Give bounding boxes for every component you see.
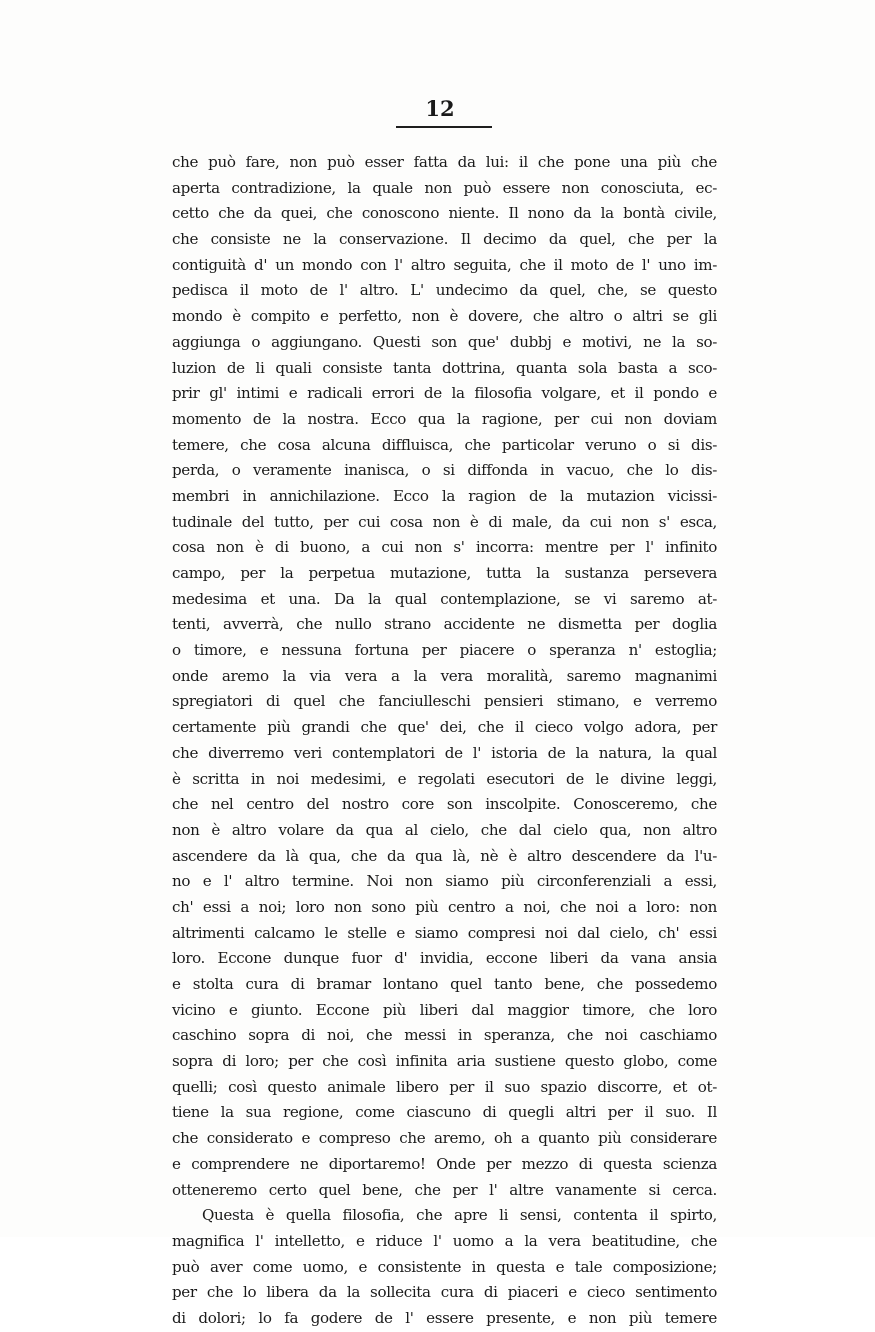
header-rule xyxy=(396,126,492,128)
text-line: temere, che cosa alcuna diffluisca, che particolar veruno o si dis- xyxy=(172,435,717,454)
text-line: che considerato e compreso che aremo, oh a quanto più considerare xyxy=(172,1129,717,1148)
text-line: ascendere da là qua, che da qua là, nè è altro descendere da l'u- xyxy=(172,846,717,865)
text-line: e comprendere ne diportaremo! Onde per mezzo di questa scienza xyxy=(172,1154,717,1173)
text-line: no e l' altro termine. Noi non siamo più circonferenziali a essi, xyxy=(172,872,717,891)
text-line: membri in annichilazione. Ecco la ragion de la mutazion vicissi- xyxy=(172,486,717,505)
text-line: contiguità d' un mondo con l' altro seguita, che il moto de l' uno im- xyxy=(172,255,717,274)
text-line: che può fare, non può esser fatta da lui: il che pone una più che xyxy=(172,153,717,171)
text-line: vicino e giunto. Eccone più liberi dal maggior timore, che loro xyxy=(172,1000,717,1019)
text-line: o timore, e nessuna fortuna per piacere o speranza n' estoglia; xyxy=(172,641,717,660)
text-line: perda, o veramente inanisca, o si diffonda in vacuo, che lo dis- xyxy=(172,461,717,480)
text-line: sopra di loro; per che così infinita aria sustiene questo globo, come xyxy=(172,1052,717,1071)
text-line: quelli; così questo animale libero per il suo spazio discorre, et ot- xyxy=(172,1077,717,1096)
text-line: cosa non è di buono, a cui non s' incorra: mentre per l' infinito xyxy=(172,538,717,557)
text-line: magnifica l' intelletto, e riduce l' uomo a la vera beatitudine, che xyxy=(172,1231,717,1250)
text-line: ch' essi a noi; loro non sono più centro a noi, che noi a loro: non xyxy=(172,897,717,916)
text-line: può aver come uomo, e consistente in questa e tale composizione; xyxy=(172,1257,717,1276)
text-line: e stolta cura di bramar lontano quel tanto bene, che possedemo xyxy=(172,975,717,993)
text-line: non è altro volare da qua al cielo, che dal cielo qua, non altro xyxy=(172,820,717,839)
text-line: di dolori; lo fa godere de l' essere presente, e non più temere xyxy=(172,1308,717,1327)
text-line: campo, per la perpetua mutazione, tutta la sustanza persevera xyxy=(172,564,717,582)
text-line: luzion de li quali consiste tanta dottrina, quanta sola basta a sco- xyxy=(172,358,717,377)
text-line: cetto che da quei, che conoscono niente. Il nono da la bontà civile, xyxy=(172,204,717,223)
body-text xyxy=(172,150,717,1332)
text-line: loro. Eccone dunque fuor d' invidia, eccone liberi da vana ansia xyxy=(172,949,717,968)
text-line: caschino sopra di noi, che messi in speranza, che noi caschiamo xyxy=(172,1026,717,1045)
text-line: tudinale del tutto, per cui cosa non è di male, da cui non s' esca, xyxy=(172,512,717,531)
text-line: mondo è compito e perfetto, non è dovere, che altro o altri se gli xyxy=(172,307,717,326)
text-line: medesima et una. Da la qual contemplazione, se vi saremo at- xyxy=(172,589,717,608)
text-line: per che lo libera da la sollecita cura di piaceri e cieco sentimento xyxy=(172,1283,717,1302)
text-line: aperta contradizione, la quale non può essere non conosciuta, ec- xyxy=(172,178,717,197)
text-line: tenti, avverrà, che nullo strano accidente ne dismetta per doglia xyxy=(172,615,717,634)
text-line: che nel centro del nostro core son inscolpite. Conosceremo, che xyxy=(172,795,717,814)
text-line: aggiunga o aggiungano. Questi son que' dubbj e motivi, ne la so- xyxy=(172,332,717,351)
page-number: 12 xyxy=(425,96,455,121)
text-line: è scritta in noi medesimi, e regolati esecutori de le divine leggi, xyxy=(172,769,717,788)
text-line: altrimenti calcamo le stelle e siamo compresi noi dal cielo, ch' essi xyxy=(172,923,717,942)
text-line: tiene la sua regione, come ciascuno di quegli altri per il suo. Il xyxy=(172,1103,717,1122)
text-line: pedisca il moto de l' altro. L' undecimo da quel, che, se questo xyxy=(172,281,717,300)
text-line: che consiste ne la conservazione. Il decimo da quel, che per la xyxy=(172,230,717,249)
text-line: momento de la nostra. Ecco qua la ragione, per cui non doviam xyxy=(172,409,717,428)
text-line: certamente più grandi che que' dei, che il cieco volgo adora, per xyxy=(172,718,717,737)
text-line: otteneremo certo quel bene, che per l' altre vanamente si cerca. xyxy=(172,1180,717,1199)
text-line: spregiatori di quel che fanciulleschi pensieri stimano, e verremo xyxy=(172,692,717,711)
paragraph-first-line: Questa è quella filosofia, che apre li sensi, contenta il spirto, xyxy=(202,1206,717,1225)
text-line: onde aremo la via vera a la vera moralità, saremo magnanimi xyxy=(172,666,717,685)
text-line: che diverremo veri contemplatori de l' istoria de la natura, la qual xyxy=(172,743,717,762)
text-line: prir gl' intimi e radicali errori de la filosofia volgare, et il pondo e xyxy=(172,384,717,403)
